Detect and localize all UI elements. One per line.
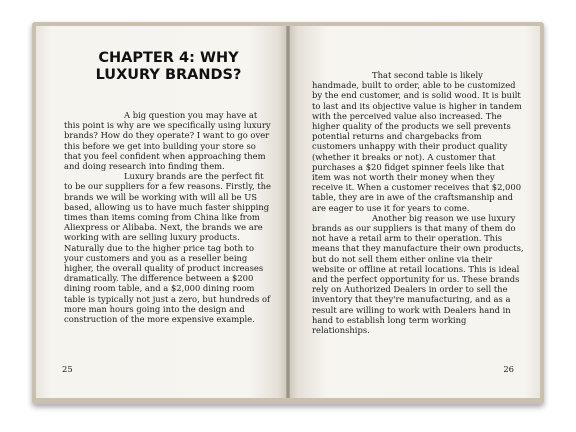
right-page-body [312,70,524,335]
page-number: 26 [503,364,514,374]
chapter-title: CHAPTER 4: WHY LUXURY BRANDS? [95,50,242,83]
left-page-body [64,110,272,324]
open-book [32,22,544,404]
paragraph: Another big reason we use luxury brands as our suppliers is that many of them do not have a retail arm to their operation. This means that they manufacture their own products, but do not sell them either online via their website or offline at retail locations. This is ideal and the perfect opportunity for us. These brands rely on Authorized Dealers in order to sell the inventory that they're manufacturing, and as a result are willing to work with Dealers hand in hand to establish long term working relationships. [312,212,524,336]
paragraph: That second table is likely handmade, built to order, able to be customized by the end customer, and is solid wood. It is built to last and its objective value is higher in tandem with the perceived value also increased. The higher quality of the products we sell prevents potential returns and chargebacks from customers unhappy with their product quality (whether it breaks or not). A customer that purchases a $20 fidget spinner feels like that item was not worth their money when they receive it. When a customer receives that $2,000 table, they are in awe of the craftsmanship and are eager to use it for years to come. [312,70,522,213]
right-page [290,26,540,398]
left-page [36,26,286,398]
page-number: 25 [62,364,73,374]
paragraph: Luxury brands are the perfect fit to be our suppliers for a few reasons. Firstly, the brands we will be working with will all be US based, allowing us to have much faster shipping times than items coming from China like from Aliexpress or Alibaba. Next, the brands we are working with are selling luxury products. Naturally due to the higher price tag both to your customers and you as a reseller being higher, the overall quality of product increases dramatically. The difference between a $200 dining room table, and a $2,000 dining room table is typically not just a zero, but hundreds of more man hours going into the design and construction of the more expensive example. [64,171,271,325]
paragraph: A big question you may have at this point is why are we specifically using luxury brands? How do they operate? I want to go over this before we get into building your store so that you feel confident when approaching them and doing research into finding them. [64,110,271,172]
